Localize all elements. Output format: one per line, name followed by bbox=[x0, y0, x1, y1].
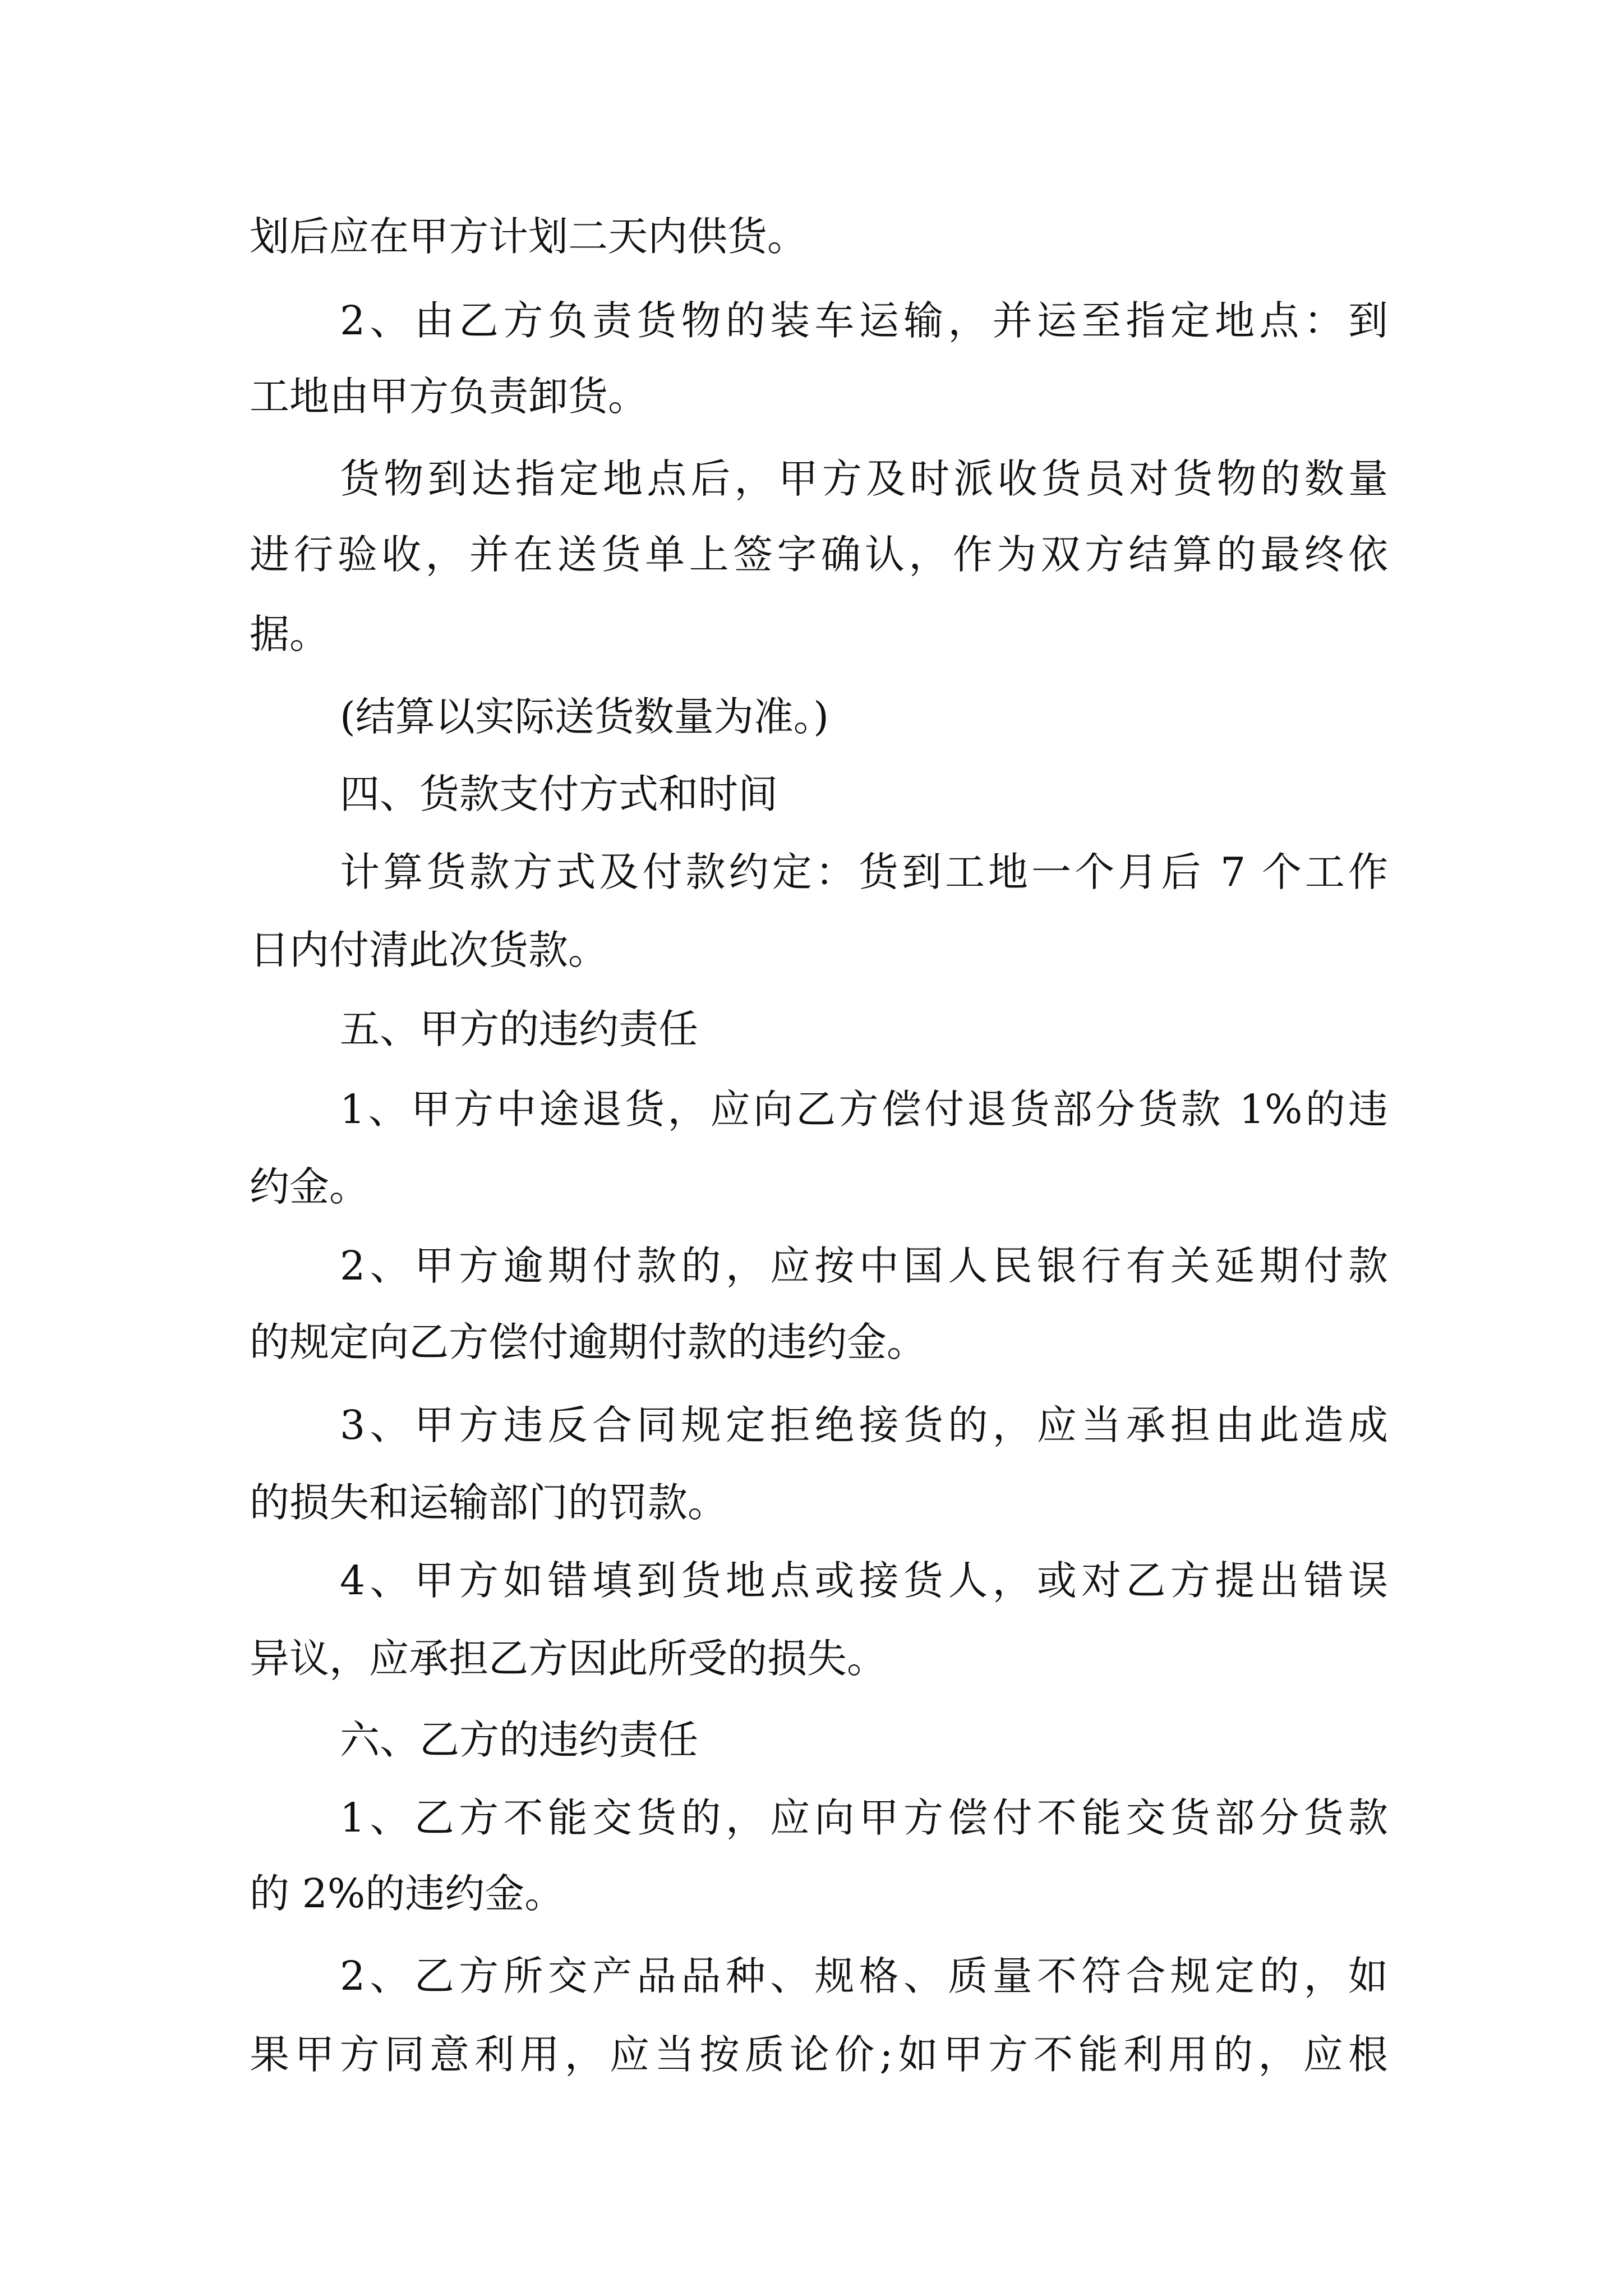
text-line: 据。 bbox=[250, 611, 330, 657]
text-line: 果甲方同意利用，应当按质论价;如甲方不能利用的，应根 bbox=[250, 2031, 1388, 2078]
text-line: 的 2%的违约金。 bbox=[250, 1870, 565, 1917]
text-line: 4、甲方如错填到货地点或接货人，或对乙方提出错误 bbox=[340, 1557, 1388, 1604]
text-line: 的规定向乙方偿付逾期付款的违约金。 bbox=[250, 1319, 927, 1365]
text-line: 2、由乙方负责货物的装车运输，并运至指定地点：到 bbox=[340, 297, 1388, 344]
text-line: 日内付清此次货款。 bbox=[250, 927, 608, 973]
text-line: 1、甲方中途退货，应向乙方偿付退货部分货款 1%的违 bbox=[340, 1086, 1388, 1133]
text-line: 五、甲方的违约责任 bbox=[340, 1006, 699, 1052]
text-line: 的损失和运输部门的罚款。 bbox=[250, 1479, 728, 1526]
text-line: 3、甲方违反合同规定拒绝接货的，应当承担由此造成 bbox=[340, 1402, 1388, 1448]
text-line: 四、货款支付方式和时间 bbox=[340, 771, 778, 817]
text-line: (结算以实际送货数量为准。) bbox=[340, 693, 829, 740]
text-line: 约金。 bbox=[250, 1163, 370, 1210]
text-line: 2、乙方所交产品品种、规格、质量不符合规定的，如 bbox=[340, 1953, 1388, 1999]
text-line: 六、乙方的违约责任 bbox=[340, 1717, 699, 1763]
text-line: 划后应在甲方计划二天内供货。 bbox=[250, 213, 808, 260]
text-line: 工地由甲方负责卸货。 bbox=[250, 373, 648, 420]
text-line: 进行验收，并在送货单上签字确认，作为双方结算的最终依 bbox=[250, 531, 1388, 578]
text-line: 异议，应承担乙方因此所受的损失。 bbox=[250, 1635, 887, 1682]
text-line: 1、乙方不能交货的，应向甲方偿付不能交货部分货款 bbox=[340, 1795, 1388, 1841]
text-line: 货物到达指定地点后，甲方及时派收货员对货物的数量 bbox=[340, 455, 1388, 502]
text-line: 2、甲方逾期付款的，应按中国人民银行有关延期付款 bbox=[340, 1243, 1388, 1289]
text-line: 计算货款方式及付款约定：货到工地一个月后 7 个工作 bbox=[340, 849, 1388, 895]
